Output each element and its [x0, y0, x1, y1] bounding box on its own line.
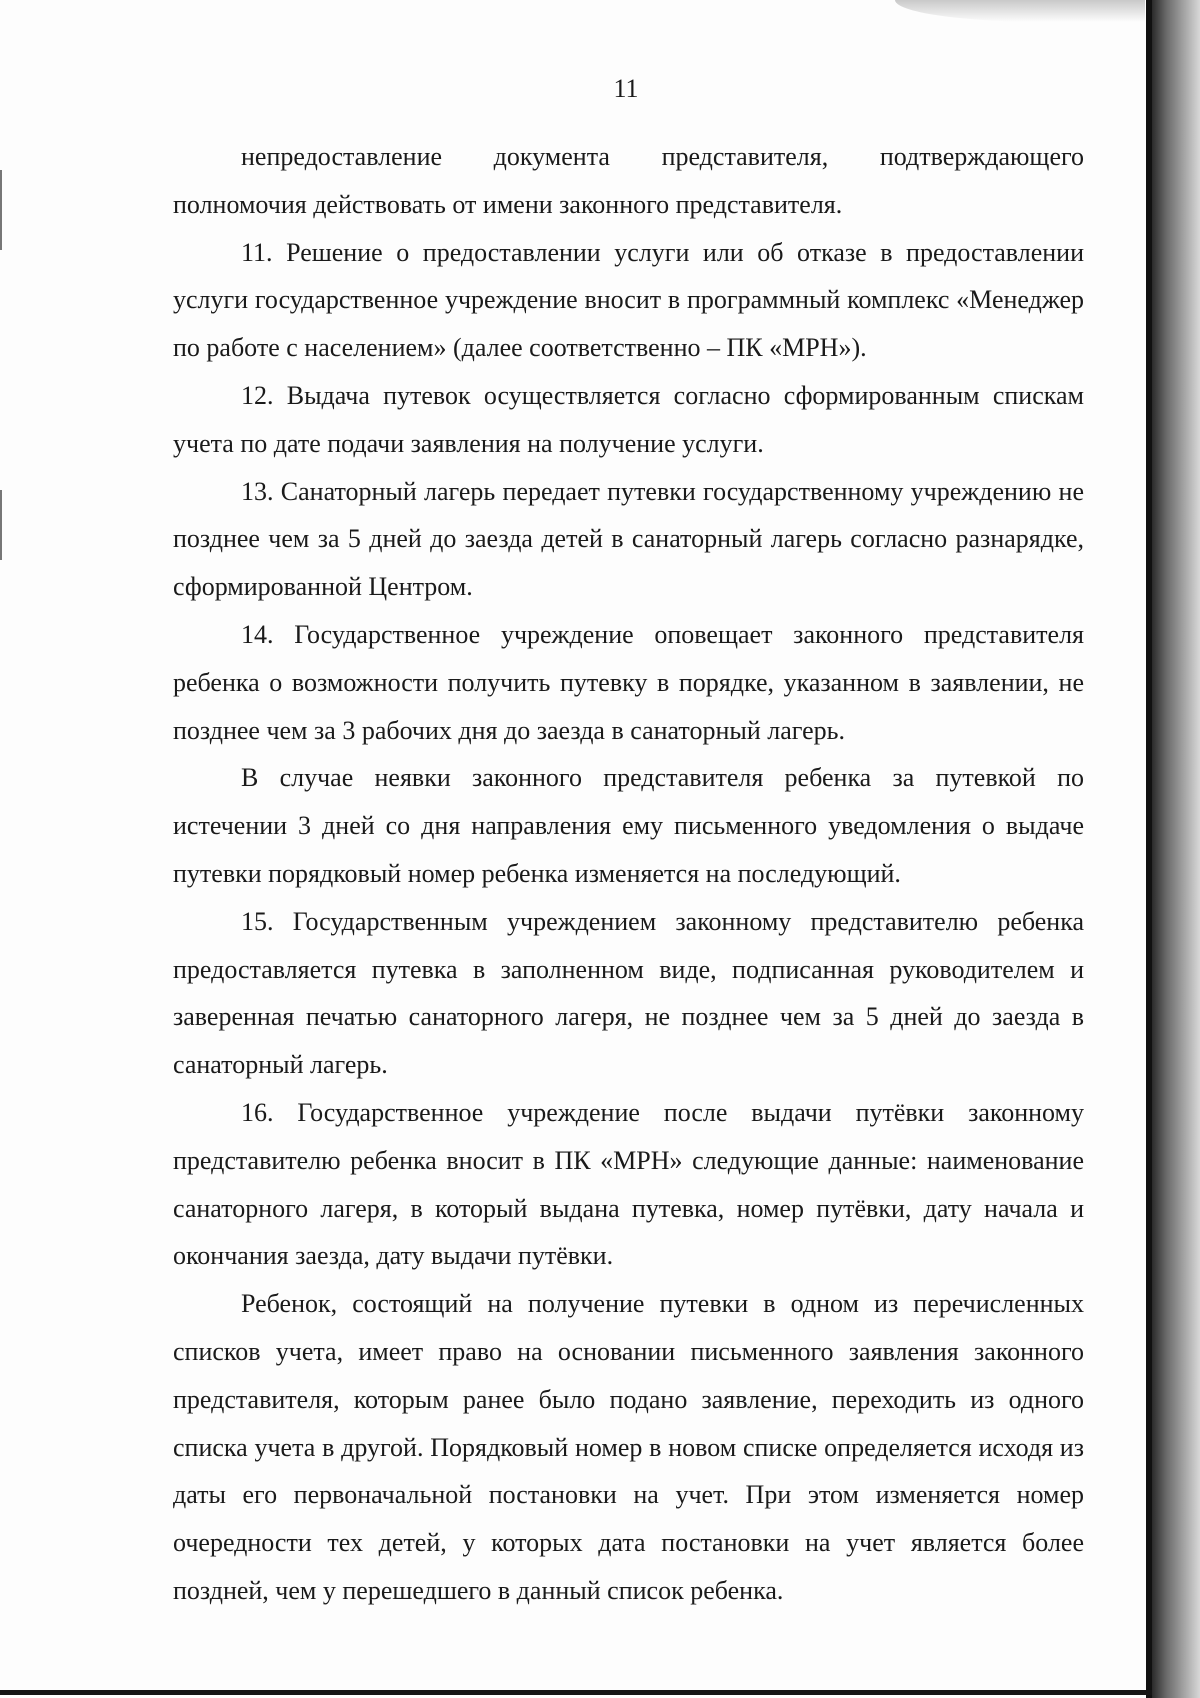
paragraph-item-13: 13. Санаторный лагерь передает путевки государственному учреждению не позднее чем за 5 дней до заезда детей в санаторный лагерь согласно разнарядке, сформированной Центром. [173, 476, 1084, 602]
page-number: 11 [613, 74, 639, 103]
scan-margin-mark [0, 170, 2, 250]
document-body [173, 133, 1084, 1615]
paragraph-item-14-note: В случае неявки законного представителя ребенка за путевкой по истечении 3 дней со дня направления ему письменного уведомления о выдаче путевки порядковый номер ребенка изменяется на последующий. [173, 763, 1084, 888]
scan-margin-mark [0, 490, 2, 560]
page-edge-bottom [0, 1690, 1152, 1695]
paragraph-item-14: 14. Государственное учреждение оповещает законного представителя ребенка о возможности получить путевку в порядке, указанном в заявлении, не позднее чем за 3 рабочих дня до заезда в санаторный лагерь. [173, 619, 1084, 745]
paragraph-item-11: 11. Решение о предоставлении услуги или об отказе в предоставлении услуги государственное учреждение вносит в программный комплекс «Менеджер по работе с населением» (далее соответственно – ПК «МРН»). [173, 237, 1084, 363]
paragraph-item-16: 16. Государственное учреждение после выдачи путёвки законному представителю ребенка вносит в ПК «МРН» следующие данные: наименование санаторного лагеря, в который выдана путевка, номер путёвки, дату начала и окончания заезда, дату выдачи путёвки. [173, 1097, 1084, 1271]
paragraph-item-16-note: Ребенок, состоящий на получение путевки в одном из перечисленных списков учета, имеет право на основании письменного заявления законного представителя, которым ранее было подано заявление, переходить из одного списка учета в другой. Порядковый номер в новом списке определяется исходя из даты его первоначальной постановки на учет. При этом изменяется номер очередности тех детей, у которых дата постановки на учет является более поздней, чем у перешедшего в данный список ребенка. [173, 1289, 1084, 1605]
paragraph-item-15: 15. Государственным учреждением законному представителю ребенка предоставляется путевка в заполненном виде, подписанная руководителем и заверенная печатью санаторного лагеря, не позднее чем за 5 дней до заезда в санаторный лагерь. [173, 906, 1084, 1080]
paragraph-item-12: 12. Выдача путевок осуществляется согласно сформированным спискам учета по дате подачи заявления на получение услуги. [173, 380, 1084, 458]
scan-smudge [895, 0, 1145, 22]
paragraph-continuation: непредоставление документа представителя, подтверждающего полномочия действовать от имени законного представителя. [173, 142, 1084, 219]
scan-shadow-right [1152, 0, 1200, 1698]
